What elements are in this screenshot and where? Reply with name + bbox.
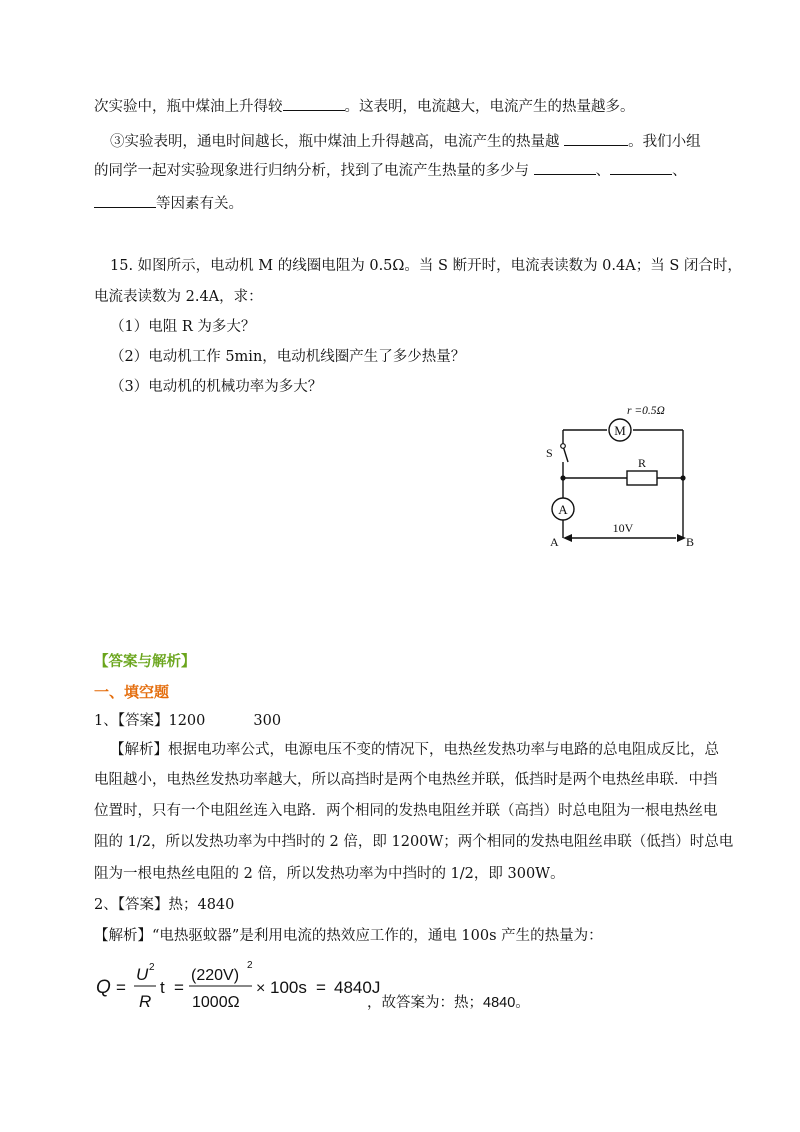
ammeter-label: A (558, 502, 568, 517)
question-15-text: 电流表读数为 2.4A，求： (94, 289, 263, 305)
sub-question-3: （3）电动机的机械功率为多大？ (110, 379, 323, 395)
arrow-right-icon (677, 534, 686, 542)
motor-label: M (614, 423, 626, 438)
answer-blank[interactable] (564, 131, 628, 146)
text-line: ③实验表明，通电时间越长，瓶中煤油上升得越高，电流产生的热量越 。我们小组 (110, 131, 701, 152)
explanation-line: 阻的 1/2，所以发热功率为中挡时的 2 倍，即 1200W；两个相同的发热电阻丝串联（低挡）时总电 (94, 834, 734, 850)
node-a-label: A (550, 535, 559, 548)
formula-time: 100s (270, 978, 307, 997)
text-line: 次实验中，瓶中煤油上升得较 。这表明，电流越大，电流产生的热量越多。 (94, 96, 635, 117)
formula-exponent: 2 (149, 962, 155, 973)
coil-resistance-label: r =0.5Ω (627, 405, 665, 417)
formula-numerator: (220V) (191, 967, 240, 984)
answers-header: 【答案与解析】 (94, 654, 196, 670)
formula-u: U (136, 965, 149, 984)
question-15-text: 15. 如图所示，电动机 M 的线圈电阻为 0.5Ω。当 S 断开时，电流表读数为 0.4A；当 S 闭合时， (110, 258, 742, 274)
circuit-diagram (540, 398, 710, 548)
node-b-label: B (686, 535, 695, 548)
answer-blank[interactable] (534, 160, 596, 175)
explanation-line: 位置时，只有一个电阻丝连入电路．两个相同的发热电阻丝并联（高挡）时总电阻为一根电热丝电 (94, 803, 718, 819)
formula-exponent: 2 (247, 960, 253, 971)
explanation-line: 【解析】“电热驱蚊器”是利用电流的热效应工作的，通电 100s 产生的热量为： (94, 928, 603, 944)
explanation-line: 电阻越小，电热丝发热功率越大，所以高挡时是两个电热丝并联，低挡时是两个电热丝串联．中挡 (94, 772, 718, 788)
resistor-symbol (627, 471, 657, 485)
formula-equals: = (116, 978, 126, 997)
answer-1: 1、【答案】1200 300 (94, 713, 282, 729)
sub-question-1: （1）电阻 R 为多大？ (110, 319, 256, 335)
formula-times: × (256, 980, 266, 997)
formula-result: 4840J (334, 978, 381, 997)
heat-formula (94, 955, 734, 1025)
formula-equals: = (174, 978, 184, 997)
formula-t: t (160, 978, 165, 997)
voltage-label: 10V (612, 521, 634, 535)
arrow-left-icon (563, 534, 572, 542)
junction-dot (560, 475, 565, 480)
formula-r: R (139, 992, 152, 1011)
formula-tail: ，故答案为：热；4840。 (367, 995, 530, 1011)
sub-question-2: （2）电动机工作 5min，电动机线圈产生了多少热量？ (110, 349, 466, 365)
explanation-line: 阻为一根电热丝电阻的 2 倍，所以发热功率为中挡时的 1/2，即 300W。 (94, 866, 565, 882)
formula-equals: = (316, 978, 326, 997)
junction-dot (680, 475, 685, 480)
answer-2: 2、【答案】热；4840 (94, 897, 235, 913)
answer-blank[interactable] (610, 160, 672, 175)
answer-blank[interactable] (283, 96, 345, 111)
switch-label: S (546, 446, 553, 460)
switch-contact (561, 444, 566, 449)
text-line: 的同学一起对实验现象进行归纳分析，找到了电流产生热量的多少与 、 、 (94, 160, 687, 181)
formula-denominator: 1000Ω (192, 994, 240, 1011)
text-line: 等因素有关。 (94, 193, 243, 214)
formula-q: Q (96, 977, 111, 998)
section-title: 一、填空题 (94, 683, 170, 701)
answer-blank[interactable] (94, 193, 156, 208)
explanation-line: 【解析】根据电功率公式，电源电压不变的情况下，电热丝发热功率与电路的总电阻成反比，总 (110, 742, 719, 758)
resistor-label: R (637, 456, 647, 470)
